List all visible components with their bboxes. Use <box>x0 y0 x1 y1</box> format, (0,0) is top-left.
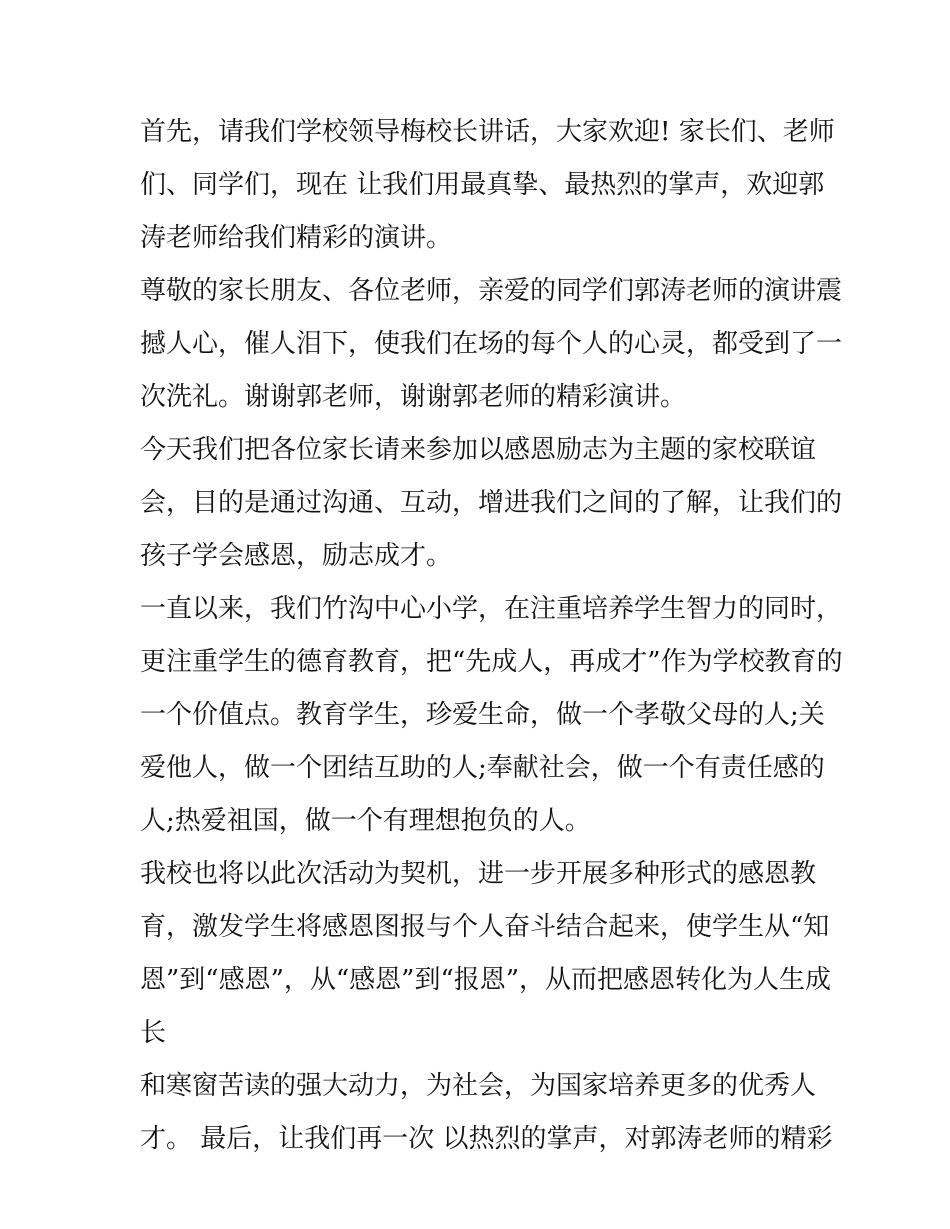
text-line: 尊敬的家长朋友、各位老师，亲爱的同学们郭涛老师的演讲震 <box>140 276 843 306</box>
text-line: 今天我们把各位家长请来参加以感恩励志为主题的家校联谊 <box>140 435 817 465</box>
text-line: 们、同学们，现在 让我们用最真挚、最热烈的掌声，欢迎郭 <box>140 170 825 200</box>
text-line: 撼人心，催人泪下，使我们在场的每个人的心灵，都受到了一 <box>140 329 843 359</box>
text-line: 和寒窗苦读的强大动力，为社会，为国家培养更多的优秀人 <box>140 1071 817 1101</box>
text-line: 会，目的是通过沟通、互动，增进我们之间的了解，让我们的 <box>140 488 843 518</box>
text-line: 涛老师给我们精彩的演讲。 <box>140 223 453 253</box>
text-line: 一个价值点。教育学生，珍爱生命，做一个孝敬父母的人;关 <box>140 700 825 730</box>
text-line: 更注重学生的德育教育，把“先成人，再成才”作为学校教育的 <box>140 647 843 677</box>
text-line: 我校也将以此次活动为契机，进一步开展多种形式的感恩教 <box>140 859 817 889</box>
text-line: 孩子学会感恩，励志成才。 <box>140 541 453 571</box>
text-line: 次洗礼。谢谢郭老师，谢谢郭老师的精彩演讲。 <box>140 382 687 412</box>
text-line: 人;热爱祖国，做一个有理想抱负的人。 <box>140 806 591 836</box>
paragraph-4 <box>140 583 843 848</box>
text-line: 恩”到“感恩”，从“感恩”到“报恩”，从而把感恩转化为人生成 <box>140 965 832 995</box>
text-line: 育，激发学生将感恩图报与个人奋斗结合起来，使学生从“知 <box>140 912 830 942</box>
text-line: 一直以来，我们竹沟中心小学，在注重培养学生智力的同时， <box>140 594 843 624</box>
paragraph-2 <box>140 265 843 424</box>
paragraph-6 <box>140 1060 833 1166</box>
paragraph-1 <box>140 106 835 265</box>
text-line: 才。 最后，让我们再一次 以热烈的掌声，对郭涛老师的精彩 <box>140 1124 833 1154</box>
text-line: 爱他人，做一个团结互助的人;奉献社会，做一个有责任感的 <box>140 753 825 783</box>
text-line: 首先，请我们学校领导梅校长讲话，大家欢迎! 家长们、老师 <box>140 117 835 147</box>
document-body <box>140 106 843 1166</box>
paragraph-5 <box>140 848 830 1060</box>
text-line: 长 <box>140 1018 167 1048</box>
paragraph-3 <box>140 424 843 583</box>
